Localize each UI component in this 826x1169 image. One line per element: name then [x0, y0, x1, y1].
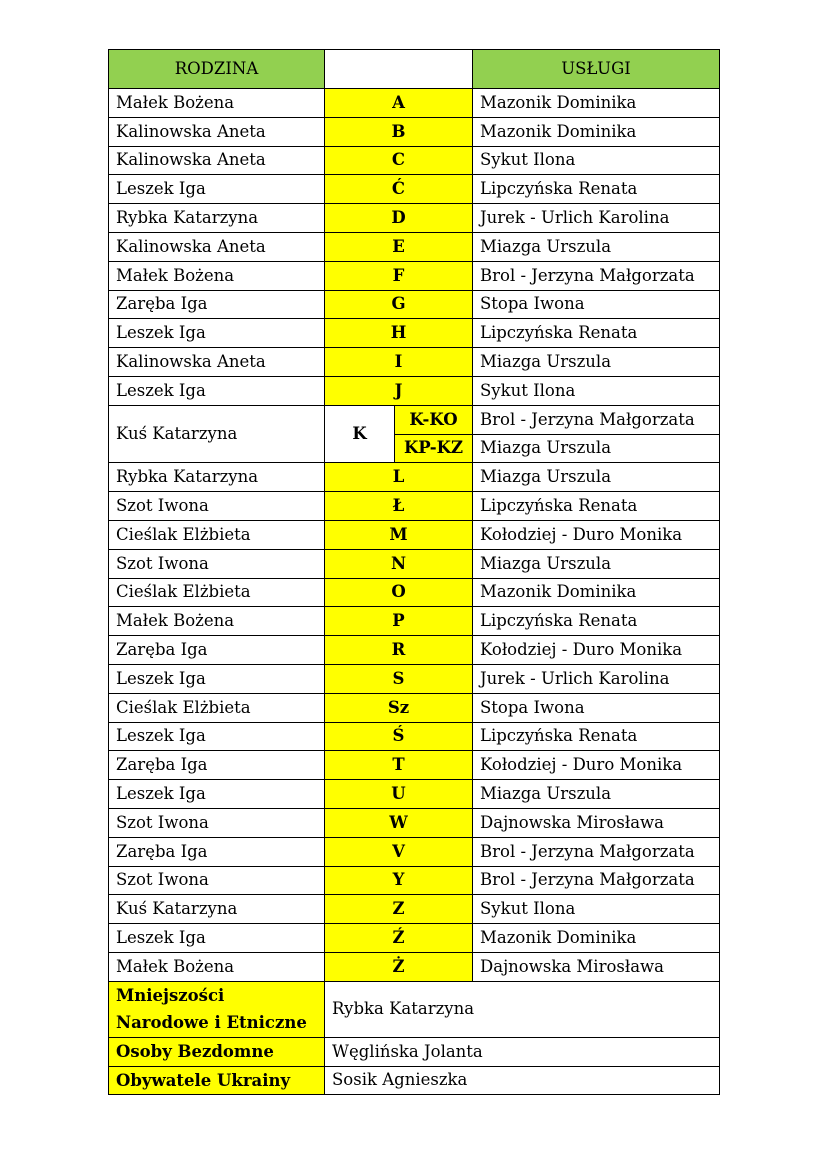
family-cell: Kuś Katarzyna	[109, 405, 325, 463]
services-cell: Miazga Urszula	[473, 348, 720, 377]
table-row	[109, 348, 720, 377]
table-row	[109, 376, 720, 405]
services-cell: Kołodziej - Duro Monika	[473, 520, 720, 549]
letter-cell: U	[325, 780, 473, 809]
services-cell: Dajnowska Mirosława	[473, 808, 720, 837]
family-cell: Małek Bożena	[109, 952, 325, 981]
table-row	[109, 924, 720, 953]
table-row	[109, 319, 720, 348]
services-cell: Mazonik Dominika	[473, 117, 720, 146]
services-cell: Sykut Ilona	[473, 146, 720, 175]
letter-range-cell: K-KO	[395, 405, 473, 434]
letter-cell: F	[325, 261, 473, 290]
services-cell: Brol - Jerzyna Małgorzata	[473, 866, 720, 895]
category-person: Węglińska Jolanta	[325, 1037, 720, 1066]
letter-range-cell: KP-KZ	[395, 434, 473, 463]
table-row	[109, 578, 720, 607]
letter-cell: Ł	[325, 492, 473, 521]
letter-cell: Ś	[325, 722, 473, 751]
letter-cell: W	[325, 808, 473, 837]
family-cell: Zaręba Iga	[109, 751, 325, 780]
family-cell: Kalinowska Aneta	[109, 348, 325, 377]
letter-cell: H	[325, 319, 473, 348]
letter-cell: J	[325, 376, 473, 405]
services-cell: Miazga Urszula	[473, 463, 720, 492]
letter-cell: Sz	[325, 693, 473, 722]
table-row	[109, 751, 720, 780]
family-cell: Leszek Iga	[109, 924, 325, 953]
family-cell: Leszek Iga	[109, 376, 325, 405]
letter-cell: R	[325, 636, 473, 665]
services-cell: Brol - Jerzyna Małgorzata	[473, 837, 720, 866]
services-cell: Miazga Urszula	[473, 780, 720, 809]
letter-cell: B	[325, 117, 473, 146]
table-row	[109, 204, 720, 233]
services-cell: Brol - Jerzyna Małgorzata	[473, 405, 720, 434]
table-row	[109, 290, 720, 319]
category-label: Mniejszości Narodowe i Etniczne	[109, 981, 325, 1037]
family-cell: Szot Iwona	[109, 808, 325, 837]
family-cell: Cieślak Elżbieta	[109, 578, 325, 607]
letter-cell: Ź	[325, 924, 473, 953]
letter-cell: I	[325, 348, 473, 377]
letter-cell: L	[325, 463, 473, 492]
category-label: Osoby Bezdomne	[109, 1037, 325, 1066]
table-row	[109, 866, 720, 895]
family-cell: Zaręba Iga	[109, 636, 325, 665]
letter-cell: Ć	[325, 175, 473, 204]
family-cell: Cieślak Elżbieta	[109, 520, 325, 549]
table-row	[109, 175, 720, 204]
table-row-k	[109, 405, 720, 434]
letter-cell: E	[325, 232, 473, 261]
family-cell: Rybka Katarzyna	[109, 204, 325, 233]
table-row	[109, 492, 720, 521]
letter-cell: Y	[325, 866, 473, 895]
family-cell: Leszek Iga	[109, 664, 325, 693]
table-row	[109, 952, 720, 981]
table-row	[109, 837, 720, 866]
services-cell: Mazonik Dominika	[473, 924, 720, 953]
assignment-table	[108, 49, 720, 1095]
table-row	[109, 664, 720, 693]
family-cell: Szot Iwona	[109, 549, 325, 578]
family-cell: Zaręba Iga	[109, 837, 325, 866]
letter-cell: K	[325, 405, 395, 463]
family-cell: Szot Iwona	[109, 866, 325, 895]
services-cell: Kołodziej - Duro Monika	[473, 636, 720, 665]
family-cell: Leszek Iga	[109, 780, 325, 809]
table-row	[109, 146, 720, 175]
category-row	[109, 1037, 720, 1066]
letter-cell: A	[325, 89, 473, 118]
family-cell: Leszek Iga	[109, 175, 325, 204]
letter-cell: D	[325, 204, 473, 233]
table-row	[109, 549, 720, 578]
letter-cell: N	[325, 549, 473, 578]
family-cell: Kalinowska Aneta	[109, 232, 325, 261]
table-row	[109, 117, 720, 146]
services-cell: Mazonik Dominika	[473, 578, 720, 607]
category-label: Obywatele Ukrainy	[109, 1066, 325, 1095]
header-family: RODZINA	[109, 50, 325, 89]
services-cell: Sykut Ilona	[473, 895, 720, 924]
letter-cell: S	[325, 664, 473, 693]
letter-cell: G	[325, 290, 473, 319]
letter-cell: P	[325, 607, 473, 636]
family-cell: Szot Iwona	[109, 492, 325, 521]
services-cell: Brol - Jerzyna Małgorzata	[473, 261, 720, 290]
header-middle	[325, 50, 473, 89]
services-cell: Lipczyńska Renata	[473, 175, 720, 204]
letter-cell: Ż	[325, 952, 473, 981]
services-cell: Lipczyńska Renata	[473, 492, 720, 521]
table-row	[109, 636, 720, 665]
table-row	[109, 780, 720, 809]
family-cell: Leszek Iga	[109, 319, 325, 348]
services-cell: Miazga Urszula	[473, 232, 720, 261]
table-row	[109, 261, 720, 290]
table-row	[109, 693, 720, 722]
services-cell: Lipczyńska Renata	[473, 607, 720, 636]
family-cell: Małek Bożena	[109, 607, 325, 636]
table-row	[109, 895, 720, 924]
services-cell: Miazga Urszula	[473, 434, 720, 463]
family-cell: Kalinowska Aneta	[109, 146, 325, 175]
category-person: Rybka Katarzyna	[325, 981, 720, 1037]
services-cell: Stopa Iwona	[473, 290, 720, 319]
services-cell: Jurek - Urlich Karolina	[473, 204, 720, 233]
family-cell: Kuś Katarzyna	[109, 895, 325, 924]
services-cell: Mazonik Dominika	[473, 89, 720, 118]
family-cell: Rybka Katarzyna	[109, 463, 325, 492]
family-cell: Małek Bożena	[109, 89, 325, 118]
table-row	[109, 607, 720, 636]
letter-cell: C	[325, 146, 473, 175]
services-cell: Stopa Iwona	[473, 693, 720, 722]
family-cell: Leszek Iga	[109, 722, 325, 751]
category-row	[109, 981, 720, 1037]
family-cell: Kalinowska Aneta	[109, 117, 325, 146]
services-cell: Miazga Urszula	[473, 549, 720, 578]
family-cell: Małek Bożena	[109, 261, 325, 290]
letter-cell: Z	[325, 895, 473, 924]
services-cell: Lipczyńska Renata	[473, 722, 720, 751]
letter-cell: T	[325, 751, 473, 780]
category-person: Sosik Agnieszka	[325, 1066, 720, 1095]
header-services: USŁUGI	[473, 50, 720, 89]
table-row	[109, 808, 720, 837]
services-cell: Lipczyńska Renata	[473, 319, 720, 348]
letter-cell: O	[325, 578, 473, 607]
letter-cell: M	[325, 520, 473, 549]
table-row	[109, 520, 720, 549]
letter-cell: V	[325, 837, 473, 866]
services-cell: Dajnowska Mirosława	[473, 952, 720, 981]
family-cell: Cieślak Elżbieta	[109, 693, 325, 722]
category-row	[109, 1066, 720, 1095]
header-row	[109, 50, 720, 89]
table-row	[109, 232, 720, 261]
services-cell: Sykut Ilona	[473, 376, 720, 405]
services-cell: Kołodziej - Duro Monika	[473, 751, 720, 780]
family-cell: Zaręba Iga	[109, 290, 325, 319]
table-row	[109, 89, 720, 118]
table-row	[109, 722, 720, 751]
table-row	[109, 463, 720, 492]
services-cell: Jurek - Urlich Karolina	[473, 664, 720, 693]
